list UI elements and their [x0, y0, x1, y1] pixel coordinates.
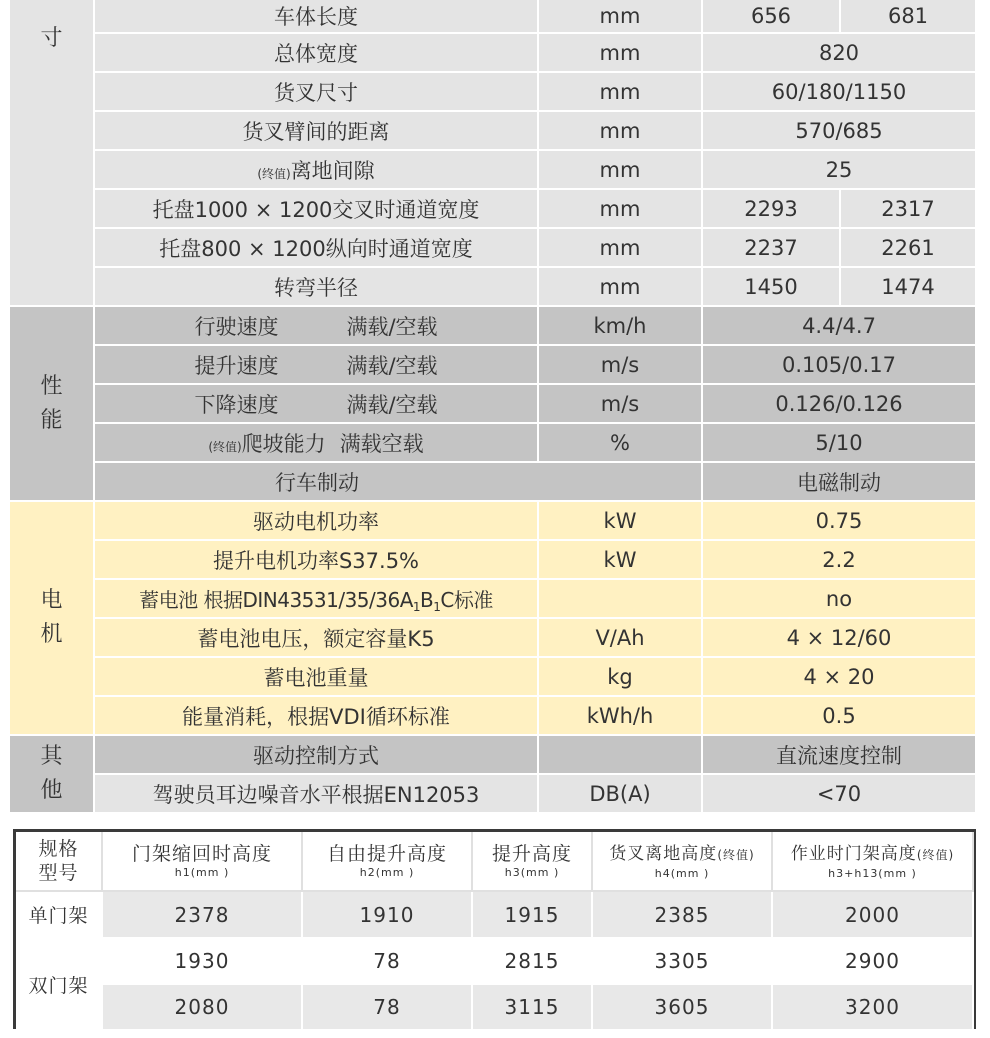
row-value-1: 2237	[702, 228, 840, 267]
row-label: 货叉尺寸	[94, 72, 538, 111]
row-label: 驱动控制方式	[94, 735, 538, 774]
row-unit: mm	[538, 33, 702, 72]
mast-cell: 3305	[592, 938, 772, 984]
perf-row-lift	[10, 345, 976, 384]
row-unit: %	[538, 423, 702, 462]
mast-row-double-2	[16, 984, 973, 1030]
row-label: 行车制动	[94, 462, 702, 501]
row-label	[94, 150, 538, 189]
row-label: 蓄电池电压，额定容量K5	[94, 618, 538, 657]
row-unit: kWh/h	[538, 696, 702, 735]
dim-row-clearance	[10, 150, 976, 189]
row-label: 提升速度 满载/空载	[94, 345, 538, 384]
row-unit: m/s	[538, 384, 702, 423]
row-label: 托盘1000 × 1200交叉时通道宽度	[94, 189, 538, 228]
row-value: 570/685	[702, 111, 976, 150]
mast-cell: 1910	[302, 891, 472, 938]
perf-row-brake	[10, 462, 976, 501]
row-label-text: 离地间隙	[290, 158, 375, 183]
row-unit: kW	[538, 501, 702, 540]
row-label: 货叉臂间的距离	[94, 111, 538, 150]
perf-row-travel	[10, 306, 976, 345]
mast-cell: 78	[302, 984, 472, 1030]
other-row-noise	[10, 774, 976, 813]
row-label: 能量消耗，根据VDI循环标准	[94, 696, 538, 735]
row-value-2: 2317	[840, 189, 976, 228]
mast-table	[16, 832, 974, 1031]
row-value-1: 2293	[702, 189, 840, 228]
mast-table-frame	[13, 829, 976, 1029]
mast-cell: 3200	[772, 984, 973, 1030]
mast-cell: 2378	[102, 891, 302, 938]
dimensions-category: 寸	[10, 0, 94, 306]
mast-row-double-1	[16, 938, 973, 984]
header-model: 规格 型号	[16, 832, 102, 891]
row-label: (终值)爬坡能力 满载空载	[94, 423, 538, 462]
row-value: 25	[702, 150, 976, 189]
mast-header-row	[16, 832, 973, 891]
row-value-1: 1450	[702, 267, 840, 306]
motor-row-battery-std	[10, 579, 976, 618]
row-unit: m/s	[538, 345, 702, 384]
mast-cell: 78	[302, 938, 472, 984]
mast-cell: 3605	[592, 984, 772, 1030]
row-unit: km/h	[538, 306, 702, 345]
row-value-2: 1474	[840, 267, 976, 306]
row-value-1: 656	[702, 0, 840, 33]
header-h2: 自由提升高度 h2(mm )	[302, 832, 472, 891]
perf-row-lower	[10, 384, 976, 423]
row-label: 车体长度	[94, 0, 538, 33]
row-value: <70	[702, 774, 976, 813]
mast-cell: 2385	[592, 891, 772, 938]
dim-row-aisle-long	[10, 228, 976, 267]
row-label: 行驶速度 满载/空载	[94, 306, 538, 345]
dim-row-width	[10, 33, 976, 72]
row-label: 提升电机功率S37.5%	[94, 540, 538, 579]
row-unit: kW	[538, 540, 702, 579]
other-category: 其 他	[10, 735, 94, 813]
row-value: 直流速度控制	[702, 735, 976, 774]
row-unit: mm	[538, 111, 702, 150]
row-unit: DB(A)	[538, 774, 702, 813]
row-label: 下降速度 满载/空载	[94, 384, 538, 423]
mast-cell: 2900	[772, 938, 973, 984]
header-h3-h13: 作业时门架高度(终值) h3+h13(mm )	[772, 832, 973, 891]
row-value: 0.105/0.17	[702, 345, 976, 384]
perf-row-gradeability	[10, 423, 976, 462]
dim-row-length	[10, 0, 976, 33]
other-row-control	[10, 735, 976, 774]
header-h4: 货叉离地高度(终值) h4(mm )	[592, 832, 772, 891]
row-value: 电磁制动	[702, 462, 976, 501]
row-label: 蓄电池重量	[94, 657, 538, 696]
row-unit	[538, 735, 702, 774]
row-value: 4.4/4.7	[702, 306, 976, 345]
mast-cell: 1915	[472, 891, 592, 938]
performance-category: 性 能	[10, 306, 94, 501]
row-value: 2.2	[702, 540, 976, 579]
dim-row-turning	[10, 267, 976, 306]
final-value-tag: (终值)	[257, 166, 291, 181]
row-value: 0.5	[702, 696, 976, 735]
row-value: 60/180/1150	[702, 72, 976, 111]
mast-cell: 2000	[772, 891, 973, 938]
row-label: 总体宽度	[94, 33, 538, 72]
mast-cell: 1930	[102, 938, 302, 984]
row-value: 0.126/0.126	[702, 384, 976, 423]
row-value-2: 681	[840, 0, 976, 33]
motor-row-drive	[10, 501, 976, 540]
motor-row-energy	[10, 696, 976, 735]
row-label: 托盘800 × 1200纵向时通道宽度	[94, 228, 538, 267]
row-value: 5/10	[702, 423, 976, 462]
row-label: 驾驶员耳边噪音水平根据EN12053	[94, 774, 538, 813]
row-value: 820	[702, 33, 976, 72]
row-unit	[538, 579, 702, 618]
row-value: no	[702, 579, 976, 618]
row-value-2: 2261	[840, 228, 976, 267]
row-label: 驱动电机功率	[94, 501, 538, 540]
mast-name-double: 双门架	[16, 938, 102, 1030]
mast-row-single	[16, 891, 973, 938]
dim-row-fork	[10, 72, 976, 111]
header-h3: 提升高度 h3(mm )	[472, 832, 592, 891]
header-h1: 门架缩回时高度 h1(mm )	[102, 832, 302, 891]
row-unit: mm	[538, 72, 702, 111]
motor-category: 电 机	[10, 501, 94, 735]
row-label: 蓄电池 根据$DIN43531/35/36A_1B_1C$标准	[94, 579, 538, 618]
motor-row-battery-weight	[10, 657, 976, 696]
dim-row-aisle-cross	[10, 189, 976, 228]
row-unit: mm	[538, 267, 702, 306]
row-unit: kg	[538, 657, 702, 696]
motor-row-battery-voltage	[10, 618, 976, 657]
row-label: 转弯半径	[94, 267, 538, 306]
row-unit: mm	[538, 228, 702, 267]
row-value: 4 × 12/60	[702, 618, 976, 657]
mast-cell: 2080	[102, 984, 302, 1030]
dim-row-fork-spread	[10, 111, 976, 150]
row-value: 0.75	[702, 501, 976, 540]
motor-row-lift	[10, 540, 976, 579]
row-unit: mm	[538, 0, 702, 33]
row-value: 4 × 20	[702, 657, 976, 696]
row-unit: mm	[538, 189, 702, 228]
row-unit: V/Ah	[538, 618, 702, 657]
spec-table	[10, 0, 977, 814]
row-unit: mm	[538, 150, 702, 189]
mast-cell: 3115	[472, 984, 592, 1030]
mast-name-single: 单门架	[16, 891, 102, 938]
mast-cell: 2815	[472, 938, 592, 984]
